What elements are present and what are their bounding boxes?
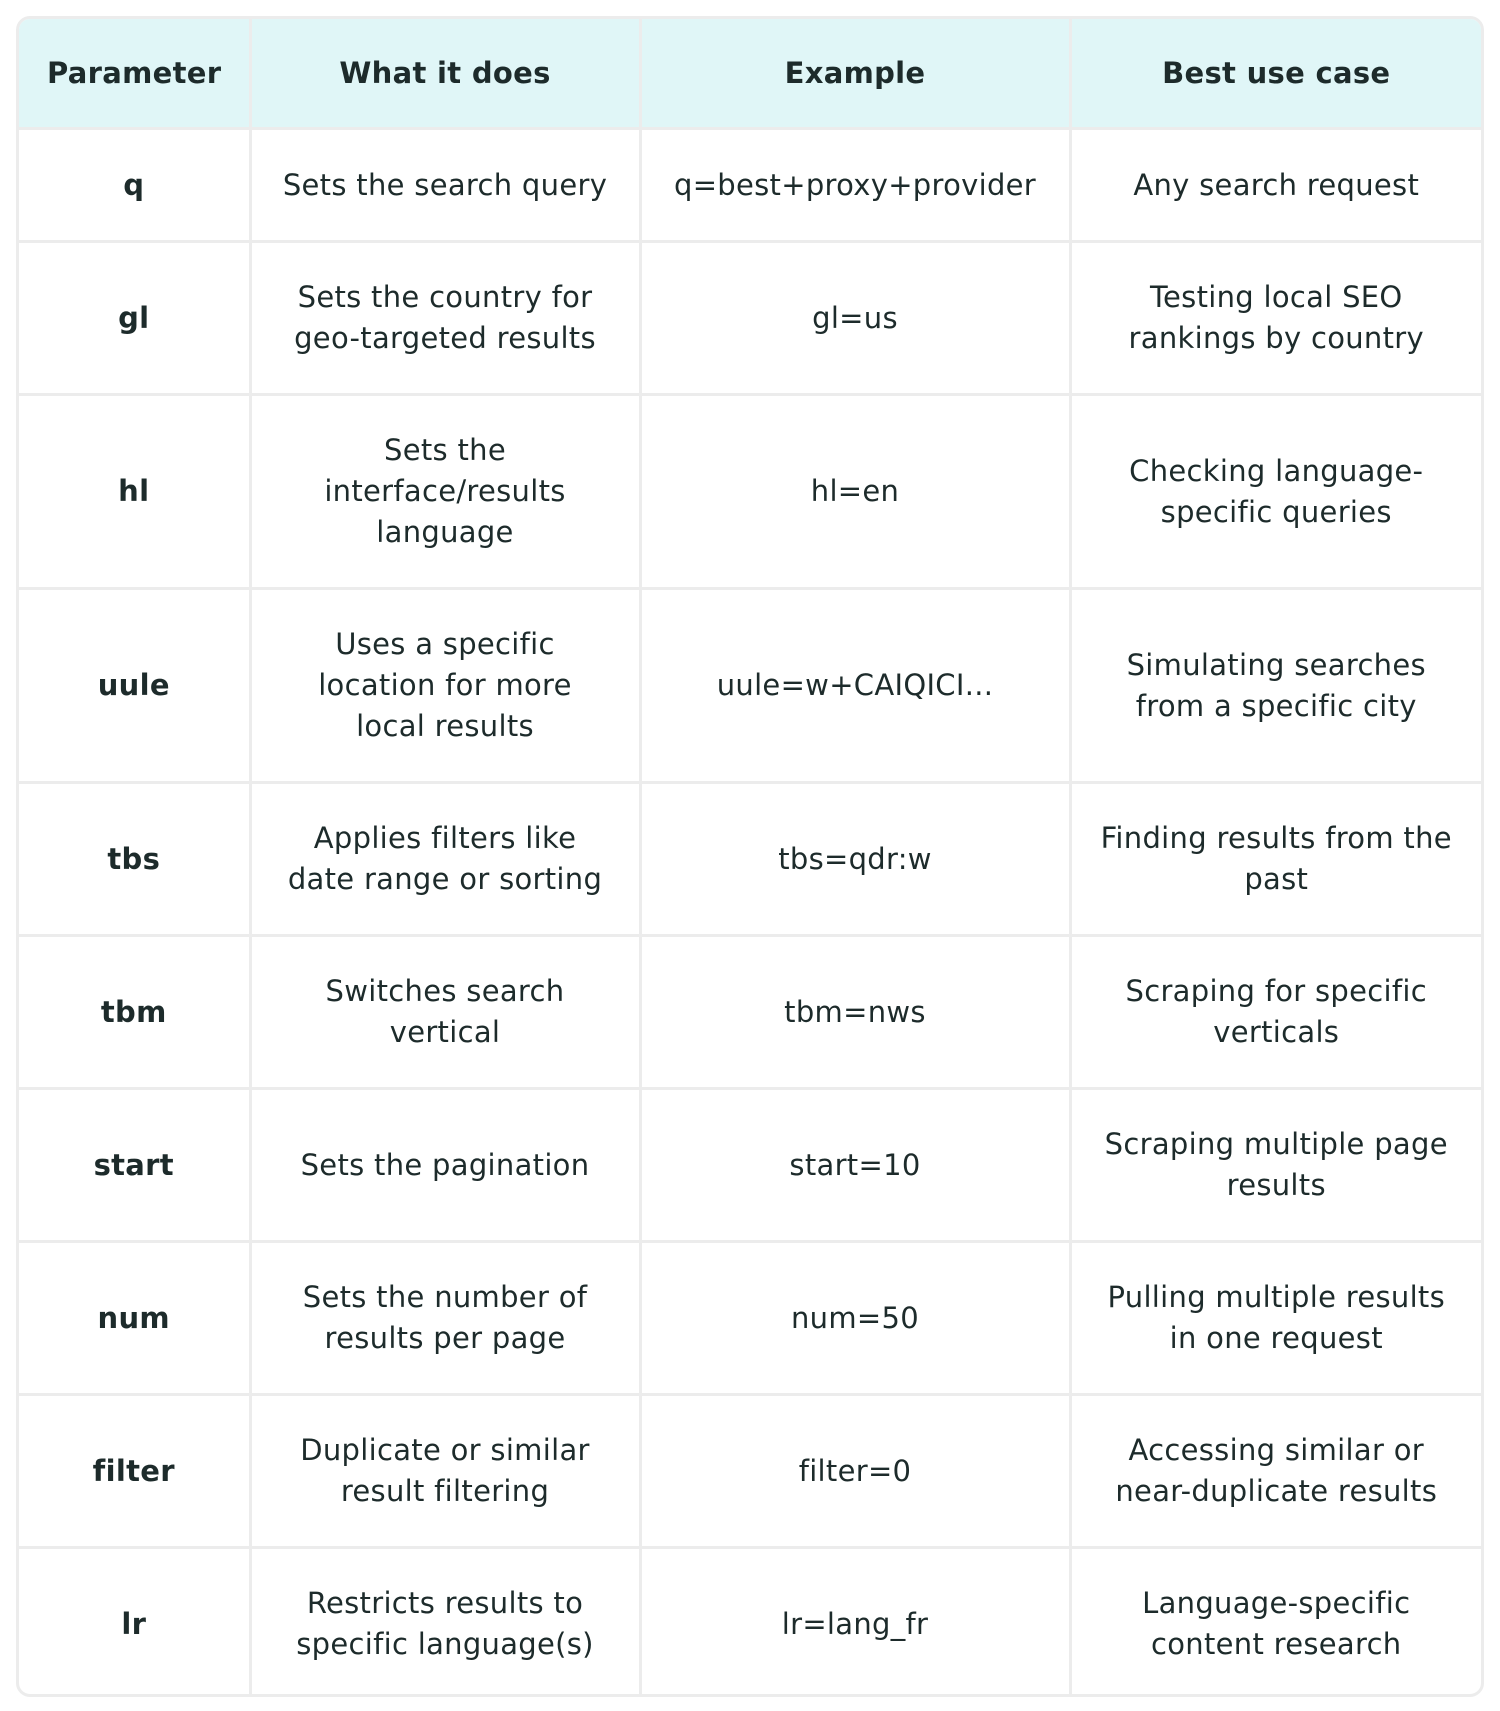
param-description: Applies filters like date range or sorting — [250, 783, 640, 936]
param-use-case: Testing local SEO rankings by country — [1070, 242, 1481, 395]
param-description: Duplicate or similar result filtering — [250, 1395, 640, 1548]
table-row — [19, 936, 1481, 1089]
param-description: Sets the search query — [250, 129, 640, 242]
param-example: q=best+proxy+provider — [640, 129, 1070, 242]
param-name: uule — [19, 589, 250, 783]
param-description: Uses a specific location for more local results — [250, 589, 640, 783]
param-description: Sets the number of results per page — [250, 1242, 640, 1395]
param-example: filter=0 — [640, 1395, 1070, 1548]
table-row — [19, 242, 1481, 395]
parameters-table — [19, 19, 1481, 1697]
param-description: Switches search vertical — [250, 936, 640, 1089]
table-row — [19, 1242, 1481, 1395]
table-row — [19, 589, 1481, 783]
param-use-case: Language-specific content research — [1070, 1548, 1481, 1698]
header-what-it-does: What it does — [250, 19, 640, 129]
param-description: Sets the interface/results language — [250, 395, 640, 589]
param-example: num=50 — [640, 1242, 1070, 1395]
param-name: lr — [19, 1548, 250, 1698]
param-name: start — [19, 1089, 250, 1242]
param-use-case: Checking language-specific queries — [1070, 395, 1481, 589]
param-name: q — [19, 129, 250, 242]
param-description: Sets the pagination — [250, 1089, 640, 1242]
header-best-use-case: Best use case — [1070, 19, 1481, 129]
param-example: gl=us — [640, 242, 1070, 395]
param-name: tbs — [19, 783, 250, 936]
param-name: gl — [19, 242, 250, 395]
table-header-row — [19, 19, 1481, 129]
param-use-case: Any search request — [1070, 129, 1481, 242]
param-name: filter — [19, 1395, 250, 1548]
table-row — [19, 129, 1481, 242]
param-example: lr=lang_fr — [640, 1548, 1070, 1698]
param-use-case: Accessing similar or near-duplicate results — [1070, 1395, 1481, 1548]
header-example: Example — [640, 19, 1070, 129]
param-example: tbs=qdr:w — [640, 783, 1070, 936]
param-example: tbm=nws — [640, 936, 1070, 1089]
table-row — [19, 783, 1481, 936]
table-row — [19, 395, 1481, 589]
param-use-case: Pulling multiple results in one request — [1070, 1242, 1481, 1395]
table-row — [19, 1395, 1481, 1548]
param-use-case: Scraping multiple page results — [1070, 1089, 1481, 1242]
param-use-case: Scraping for specific verticals — [1070, 936, 1481, 1089]
param-example: start=10 — [640, 1089, 1070, 1242]
param-name: num — [19, 1242, 250, 1395]
param-example: hl=en — [640, 395, 1070, 589]
param-use-case: Finding results from the past — [1070, 783, 1481, 936]
parameters-table-container — [16, 16, 1484, 1697]
param-example: uule=w+CAIQICI... — [640, 589, 1070, 783]
param-name: tbm — [19, 936, 250, 1089]
param-use-case: Simulating searches from a specific city — [1070, 589, 1481, 783]
header-parameter: Parameter — [19, 19, 250, 129]
param-description: Restricts results to specific language(s) — [250, 1548, 640, 1698]
param-description: Sets the country for geo-targeted results — [250, 242, 640, 395]
table-row — [19, 1089, 1481, 1242]
table-row — [19, 1548, 1481, 1698]
param-name: hl — [19, 395, 250, 589]
